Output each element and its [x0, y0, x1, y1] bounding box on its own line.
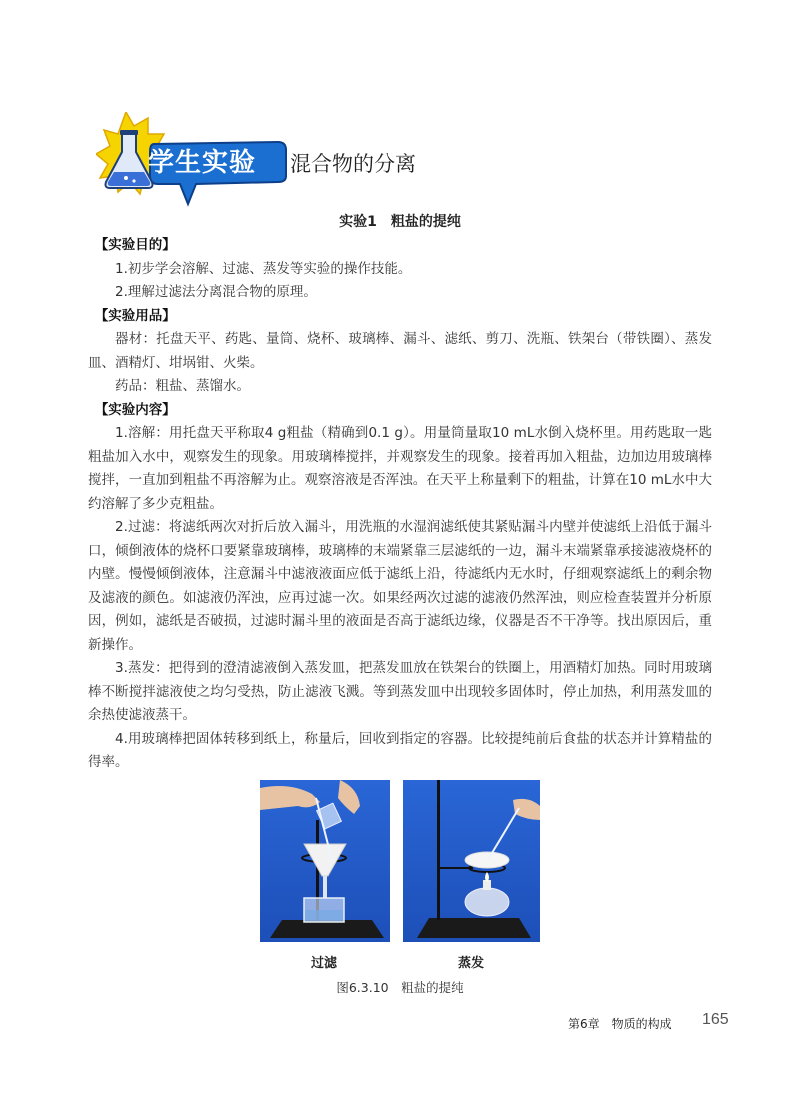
- evaporation-photo: [403, 780, 540, 942]
- step-evaporate: 3.蒸发：把得到的澄清滤液倒入蒸发皿，把蒸发皿放在铁架台的铁圈上，用酒精灯加热。同时用玻璃棒不断搅拌滤液使之均匀受热，防止滤液飞溅。等到蒸发皿中出现较多固体时，停止加热，利用蒸发皿的余热使滤液蒸干。: [88, 660, 712, 723]
- purpose-item-2: 2.理解过滤法分离混合物的原理。: [115, 284, 317, 300]
- step-filter: 2.过滤：将滤纸两次对折后放入漏斗，用洗瓶的水湿润滤纸使其紧贴漏斗内壁并使滤纸上沿低于漏斗口，倾倒液体的烧杯口要紧靠玻璃棒，玻璃棒的末端紧靠三层滤纸的一边，漏斗末端紧靠承接滤液烧杯的内壁。慢慢倾倒液体，注意漏斗中滤液液面应低于滤纸上沿，待滤纸内无水时，仔细观察滤纸上的剩余物及滤液的颜色。如滤液仍浑浊，应再过滤一次。如果经两次过滤的滤液仍然浑浊，则应检查装置并分析原因，例如，滤纸是否破损，过滤时漏斗里的液面是否高于滤纸边缘，仪器是否不干净等。找出原因后，重新操作。: [88, 519, 712, 653]
- figure-caption: 图6.3.10 粗盐的提纯: [336, 980, 464, 995]
- materials-heading: 【实验用品】: [94, 307, 176, 324]
- step-dissolve: 1.溶解：用托盘天平称取4 g粗盐（精确到0.1 g）。用量筒量取10 mL水倒入烧杯里。用药匙取一匙粗盐加入水中，观察发生的现象。用玻璃棒搅拌，并观察发生的现象。接着再加入粗盐，边加边用玻璃棒搅拌，一直加到粗盐不再溶解为止。观察溶液是否浑浊。在天平上称量剩下的粗盐，计算在10 mL水中大约溶解了多少克粗盐。: [88, 425, 712, 512]
- step-weigh: 4.用玻璃棒把固体转移到纸上，称量后，回收到指定的容器。比较提纯前后食盐的状态并计算精盐的得率。: [88, 730, 712, 770]
- equipment-list: 器材：托盘天平、药匙、量筒、烧杯、玻璃棒、漏斗、滤纸、剪刀、洗瓶、铁架台（带铁圈）、蒸发皿、酒精灯、坩埚钳、火柴。: [88, 331, 712, 371]
- filtration-label: 过滤: [311, 956, 338, 971]
- evaporation-label: 蒸发: [458, 956, 485, 971]
- reagents-list: 药品：粗盐、蒸馏水。: [115, 378, 250, 394]
- experiment-body: [88, 234, 712, 775]
- page-number: 165: [702, 1011, 729, 1028]
- filtration-photo: [260, 780, 390, 942]
- experiment-title: 实验1 粗盐的提纯: [339, 214, 461, 230]
- chapter-label: 第6章 物质的构成: [568, 1017, 672, 1031]
- figure-group: [260, 780, 540, 950]
- content-heading: 【实验内容】: [94, 401, 176, 418]
- purpose-item-1: 1.初步学会溶解、过滤、蒸发等实验的操作技能。: [115, 260, 412, 277]
- purpose-heading: 【实验目的】: [94, 237, 176, 253]
- banner-badge-text: 学生实验: [148, 148, 257, 178]
- section-title: 混合物的分离: [290, 152, 416, 176]
